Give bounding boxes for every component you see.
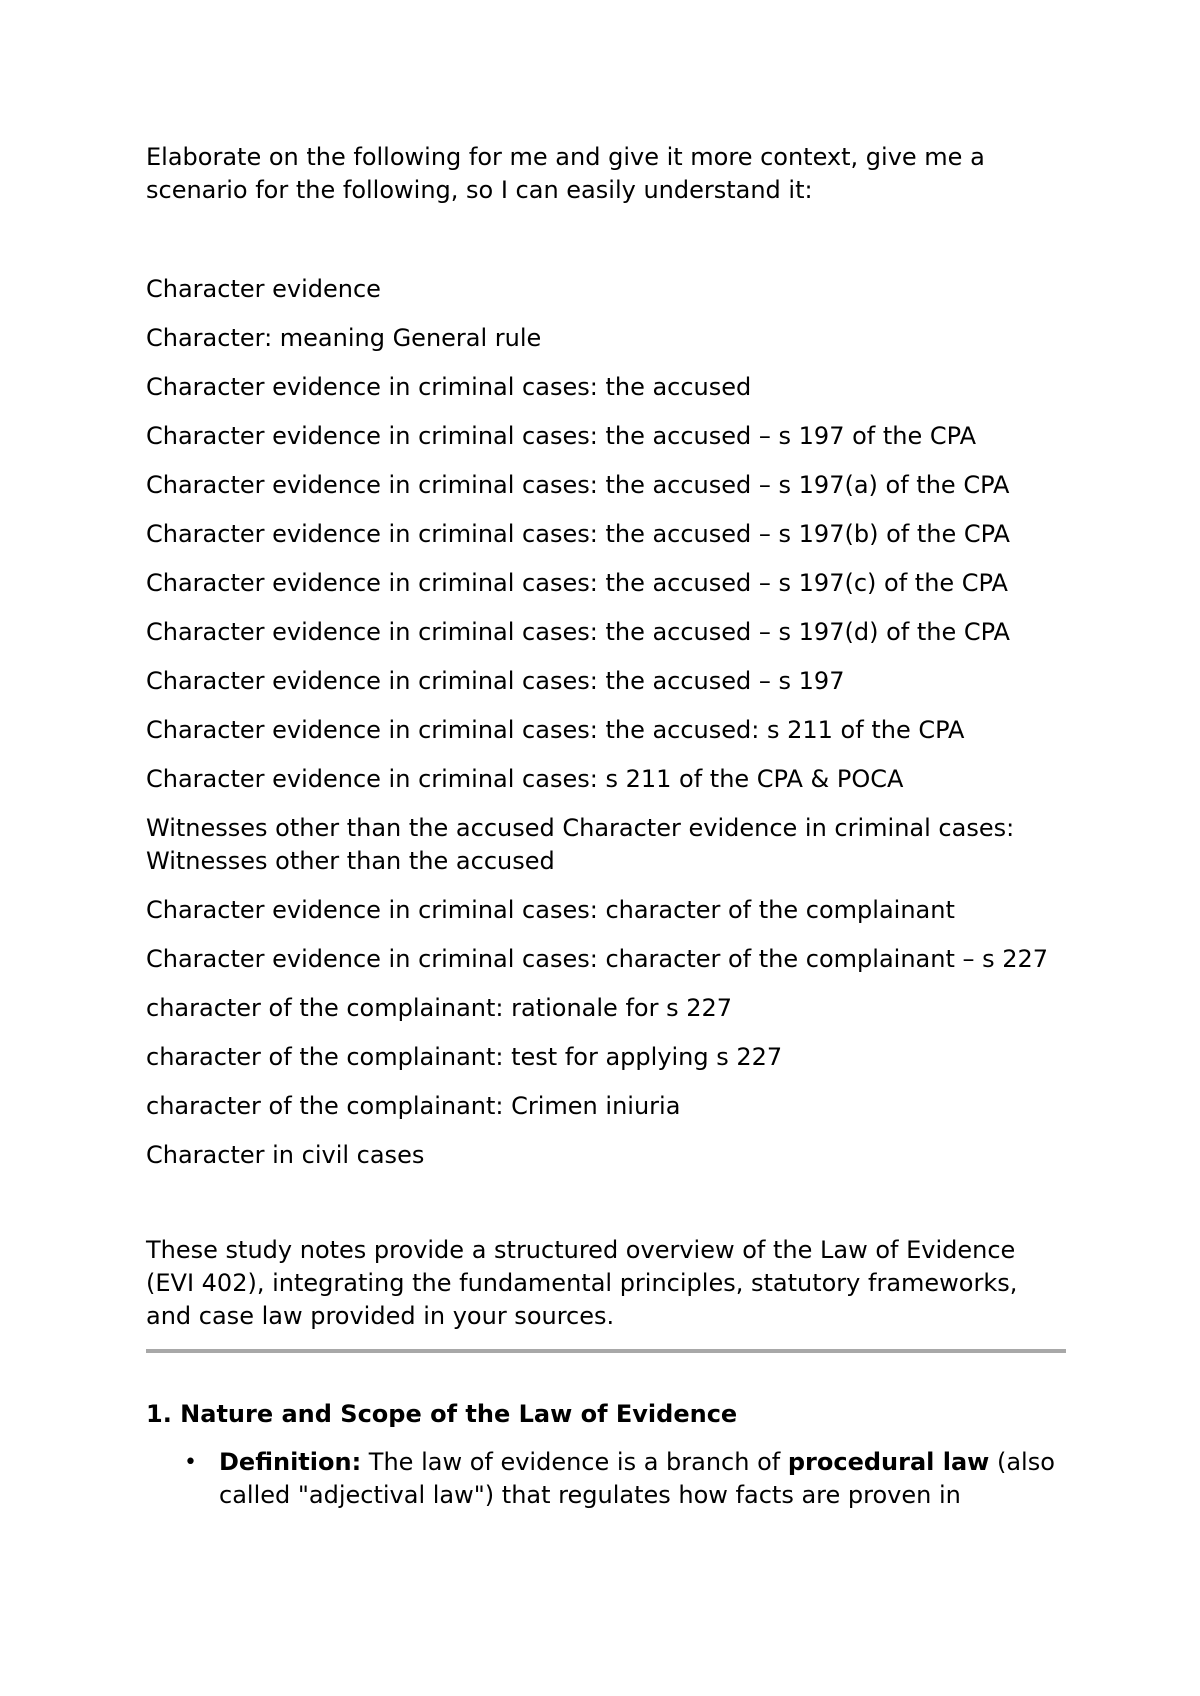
definition-text: The law of evidence is a branch of — [361, 1448, 788, 1476]
definition-bullet — [146, 1446, 1066, 1512]
intro-paragraph: Elaborate on the following for me and give it more context, give me a scenario for the following, so I can easily understand it: — [146, 143, 985, 204]
topic-item: Character evidence in criminal cases: the accused – s 197(c) of the CPA — [146, 569, 1008, 597]
definition-bold-term: procedural law — [787, 1448, 990, 1476]
topic-item: character of the complainant: rationale for s 227 — [146, 994, 733, 1022]
bullet-icon: • — [184, 1450, 197, 1475]
topic-item: Character evidence in criminal cases: the accused – s 197 of the CPA — [146, 422, 976, 450]
topic-item: Character evidence in criminal cases: s 211 of the CPA & POCA — [146, 765, 904, 793]
topic-item: Witnesses other than the accused Character evidence in criminal cases: Witnesses other than the accused — [146, 814, 1015, 875]
topic-item: character of the complainant: test for applying s 227 — [146, 1043, 783, 1071]
definition-label: Definition: — [219, 1448, 362, 1476]
topic-item: Character evidence in criminal cases: character of the complainant – s 227 — [146, 945, 1049, 973]
topic-item: Character evidence — [146, 275, 381, 303]
topic-item: Character in civil cases — [146, 1141, 425, 1169]
section-heading: 1. Nature and Scope of the Law of Evidence — [146, 1400, 738, 1428]
topic-list — [146, 273, 1066, 1188]
definition-text-continued: (also called "adjectival law") that regulates how facts are proven in — [219, 1448, 1055, 1509]
topic-item: Character evidence in criminal cases: the accused — [146, 373, 752, 401]
topic-item: Character evidence in criminal cases: the accused: s 211 of the CPA — [146, 716, 965, 744]
topic-item: character of the complainant: Crimen iniuria — [146, 1092, 681, 1120]
section-bullet-list — [146, 1446, 1066, 1512]
topic-item: Character evidence in criminal cases: character of the complainant — [146, 896, 955, 924]
topic-item: Character evidence in criminal cases: the accused – s 197 — [146, 667, 845, 695]
summary-paragraph: These study notes provide a structured overview of the Law of Evidence (EVI 402), integrating the fundamental principles, statutory frameworks, and case law provided in your sources. — [146, 1236, 1018, 1330]
horizontal-divider — [146, 1349, 1066, 1353]
topic-item: Character evidence in criminal cases: the accused – s 197(d) of the CPA — [146, 618, 1010, 646]
topic-item: Character: meaning General rule — [146, 324, 542, 352]
topic-item: Character evidence in criminal cases: the accused – s 197(a) of the CPA — [146, 471, 1010, 499]
topic-item: Character evidence in criminal cases: the accused – s 197(b) of the CPA — [146, 520, 1010, 548]
